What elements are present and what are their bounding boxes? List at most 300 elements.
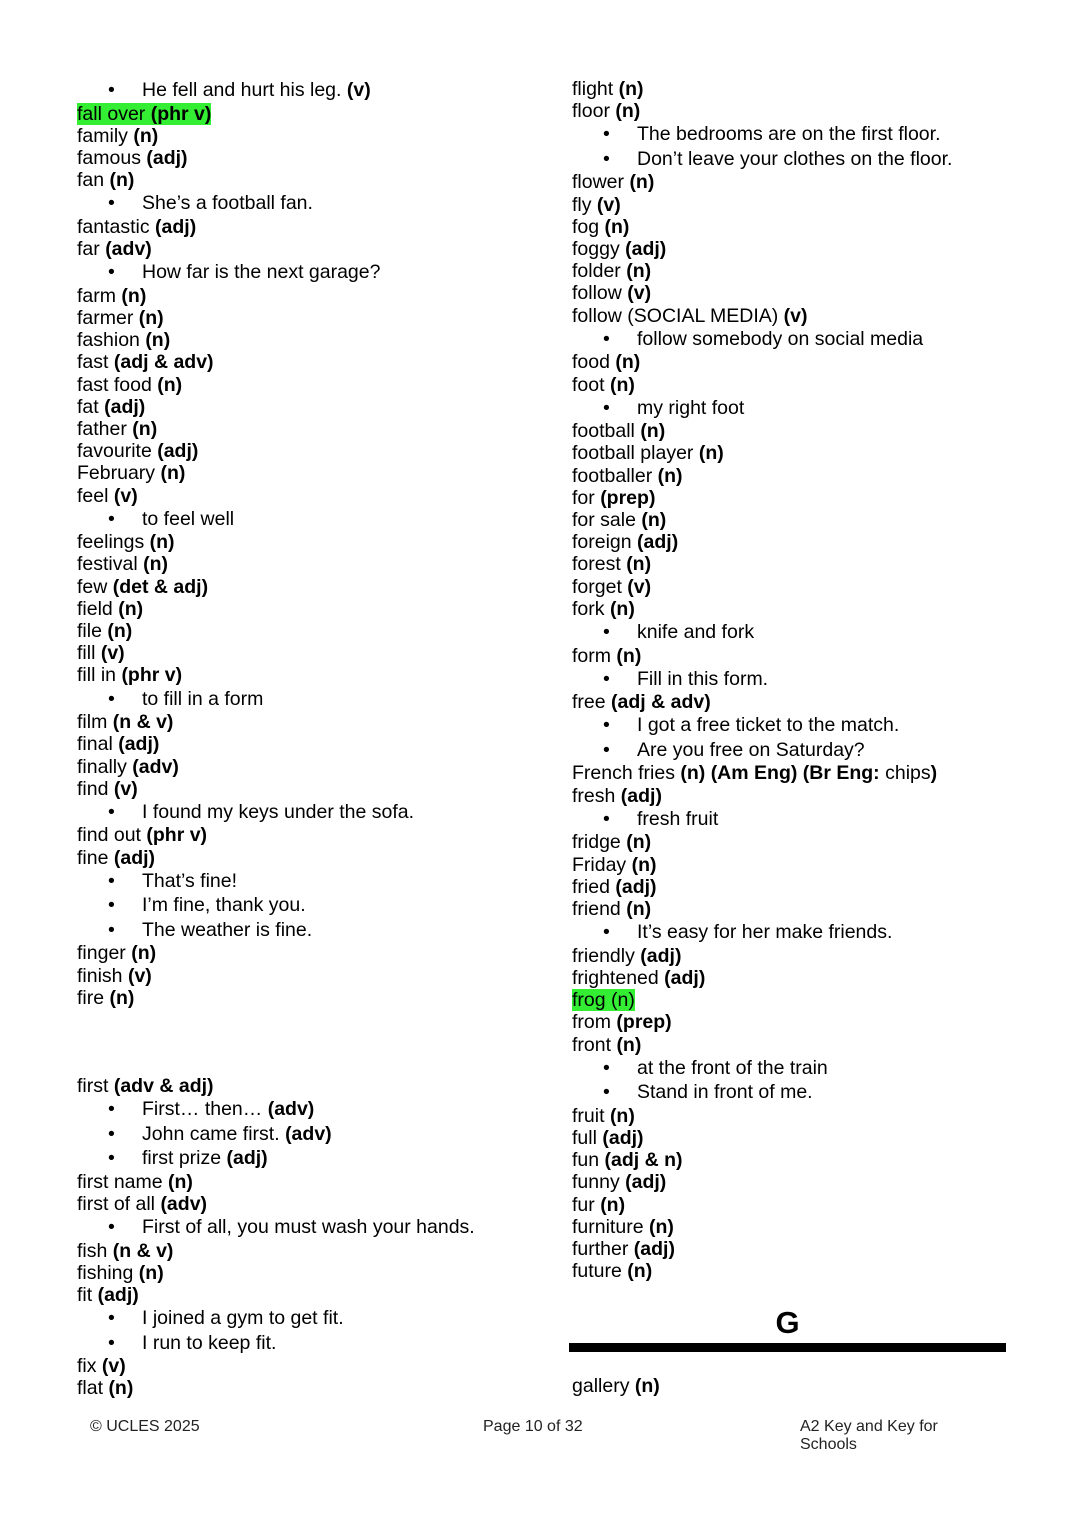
footer-exam-name: A2 Key and Key for Schools: [800, 1418, 938, 1453]
headword: friendly: [572, 944, 641, 967]
part-of-speech: (n): [609, 597, 635, 620]
word-entry: [77, 169, 547, 191]
word-entry: [77, 733, 547, 755]
headword: forget: [572, 575, 628, 598]
part-of-speech: (n): [157, 373, 183, 396]
section-letter: G: [775, 1305, 800, 1340]
part-of-speech: (n): [657, 464, 683, 487]
part-of-speech: (adj): [602, 1126, 644, 1149]
part-of-speech: (v): [113, 484, 138, 507]
part-of-speech: (n): [109, 169, 135, 192]
part-of-speech: (n): [149, 531, 175, 554]
headword: fall over: [77, 102, 151, 125]
example-text: I got a free ticket to the match.: [637, 714, 900, 737]
word-entry: [77, 440, 547, 462]
part-of-speech: (adv): [285, 1122, 332, 1145]
headword: free: [572, 691, 612, 714]
headword: field: [77, 597, 119, 620]
headword: French fries: [572, 762, 681, 785]
part-of-speech: (n): [629, 171, 655, 194]
word-entry: [572, 420, 1012, 442]
part-of-speech: (n): [138, 306, 164, 329]
part-of-speech: (n): [609, 373, 635, 396]
part-of-speech: (n): [611, 989, 635, 1012]
part-of-speech: (v): [596, 193, 621, 216]
part-of-speech: (n): [615, 100, 641, 123]
headword: friend: [572, 897, 627, 920]
word-entry: [572, 351, 1012, 373]
headword: footballer: [572, 464, 658, 487]
part-of-speech: (n): [168, 1170, 193, 1193]
example-sentence: [77, 893, 547, 918]
part-of-speech: (v): [100, 642, 125, 665]
example-text: It’s easy for her make friends.: [637, 921, 893, 944]
word-entry: [77, 711, 547, 733]
example-sentence: [77, 800, 547, 825]
part-of-speech: (n): [648, 1215, 674, 1238]
headword: find: [77, 777, 114, 800]
word-entry: [77, 238, 547, 260]
headword: folder: [572, 260, 627, 283]
part-of-speech: (prep): [616, 1011, 672, 1034]
blank-gap: [77, 1009, 547, 1075]
part-of-speech: (n): [626, 260, 652, 283]
headword: foggy: [572, 238, 626, 261]
part-of-speech: (adj & adv): [611, 691, 711, 714]
word-entry: [572, 645, 1012, 667]
word-entry: [572, 1034, 1012, 1056]
headword: form: [572, 644, 617, 667]
word-entry: [77, 576, 547, 598]
part-of-speech: (phr v): [121, 664, 183, 687]
part-of-speech: (n): [640, 420, 666, 443]
word-entry: [572, 1127, 1012, 1149]
example-sentence: [572, 620, 1012, 645]
example-text: The weather is fine.: [142, 918, 313, 941]
example-text: first prize: [142, 1147, 227, 1170]
example-text: knife and fork: [637, 621, 755, 644]
headword: few: [77, 575, 113, 598]
headword: full: [572, 1126, 603, 1149]
headword: fish: [77, 1239, 113, 1262]
headword: future: [572, 1260, 628, 1283]
word-entry: [77, 664, 547, 686]
part-of-speech: (v): [101, 1355, 126, 1378]
headword: foot: [572, 373, 610, 396]
headword: father: [77, 417, 133, 440]
word-entry: [77, 965, 547, 987]
word-entry: [572, 442, 1012, 464]
word-entry: [77, 987, 547, 1009]
part-of-speech: (n): [600, 1193, 626, 1216]
part-of-speech: (n): [626, 553, 652, 576]
word-entry: [77, 125, 547, 147]
headword: fridge: [572, 831, 627, 854]
part-of-speech: (adj): [615, 875, 657, 898]
word-entry: [77, 1262, 547, 1284]
word-entry: [77, 1171, 547, 1193]
example-text: I found my keys under the sofa.: [142, 800, 415, 823]
example-text: Stand in front of me.: [637, 1081, 813, 1104]
headword: fast food: [77, 373, 158, 396]
example-sentence: [572, 920, 1012, 945]
part-of-speech: (n): [627, 1260, 653, 1283]
headword: follow: [572, 304, 628, 327]
part-of-speech: (adv): [132, 755, 179, 778]
example-sentence: [77, 78, 547, 103]
example-sentence: [77, 1146, 547, 1171]
word-entry: [77, 216, 547, 238]
example-sentence: [77, 507, 547, 532]
example-sentence: [77, 918, 547, 943]
alt-word: chips: [885, 762, 931, 785]
headword: fur: [572, 1193, 601, 1216]
part-of-speech: (n): [138, 1261, 164, 1284]
word-entry: [572, 305, 1012, 327]
word-entry: [77, 553, 547, 575]
example-sentence: [572, 122, 1012, 147]
part-of-speech: (n): [604, 215, 630, 238]
example-sentence: [572, 1056, 1012, 1081]
word-entry: [572, 1375, 660, 1397]
headword: family: [77, 124, 134, 147]
highlight-mark: [572, 989, 635, 1011]
example-sentence: [572, 327, 1012, 352]
word-entry: [77, 1075, 547, 1097]
part-of-speech: (n & v): [112, 711, 174, 734]
part-of-speech: (n): [121, 284, 147, 307]
example-text: How far is the next garage?: [142, 261, 381, 284]
headword: fog: [572, 215, 605, 238]
example-sentence: [572, 738, 1012, 763]
part-of-speech: (adj): [637, 531, 679, 554]
word-entry: [77, 351, 547, 373]
word-entry: [572, 1011, 1012, 1033]
word-entry: [572, 1105, 1012, 1127]
headword: forest: [572, 553, 627, 576]
headword: fill in: [77, 664, 122, 687]
headword: fashion: [77, 329, 146, 352]
word-entry: [572, 194, 1012, 216]
part-of-speech: (n): [133, 124, 159, 147]
example-text: Are you free on Saturday?: [637, 738, 865, 761]
headword: from: [572, 1011, 617, 1034]
part-of-speech: (adj): [640, 944, 682, 967]
closing-paren: ): [930, 762, 938, 785]
part-of-speech: (adj): [104, 395, 146, 418]
word-entry: [77, 307, 547, 329]
example-sentence: [77, 1097, 547, 1122]
headword: foreign: [572, 531, 638, 554]
word-entry: [572, 691, 1012, 713]
example-sentence: [572, 396, 1012, 421]
example-sentence: [572, 667, 1012, 692]
part-of-speech: (n): [109, 986, 135, 1009]
part-of-speech: (phr v): [146, 824, 208, 847]
part-of-speech: (n): [634, 1375, 660, 1397]
headword: frog: [572, 989, 612, 1012]
word-entry: [572, 1149, 1012, 1171]
word-entry: [77, 620, 547, 642]
part-of-speech: (adj): [620, 784, 662, 807]
highlight-mark: [77, 103, 211, 125]
word-entry: [572, 374, 1012, 396]
word-entry: [572, 598, 1012, 620]
example-sentence: [77, 1215, 547, 1240]
example-sentence: [77, 260, 547, 285]
word-entry: [77, 642, 547, 664]
headword: fly: [572, 193, 597, 216]
part-of-speech: (n): [143, 553, 169, 576]
word-entry: [77, 374, 547, 396]
word-entry: [572, 876, 1012, 898]
headword: feel: [77, 484, 114, 507]
headword: for sale: [572, 509, 642, 532]
headword: February: [77, 462, 161, 485]
part-of-speech: (phr v): [150, 102, 212, 125]
part-of-speech: (v): [346, 79, 371, 101]
example-text: He fell and hurt his leg.: [142, 79, 347, 101]
example-sentence: [572, 147, 1012, 172]
part-of-speech: (adj): [625, 238, 667, 261]
left-column: [77, 78, 547, 1400]
word-entry: [77, 824, 547, 846]
part-of-speech: (adj): [146, 146, 188, 169]
example-text: my right foot: [637, 396, 745, 419]
headword: fork: [572, 597, 610, 620]
example-sentence: [77, 687, 547, 712]
headword: fruit: [572, 1104, 610, 1127]
headword: favourite: [77, 440, 158, 463]
word-entry: [572, 785, 1012, 807]
word-entry: [572, 762, 1012, 784]
headword: farmer: [77, 306, 139, 329]
headword: fishing: [77, 1261, 139, 1284]
word-entry: [572, 171, 1012, 193]
headword: file: [77, 620, 108, 643]
part-of-speech: (v): [627, 575, 652, 598]
example-text: I joined a gym to get fit.: [142, 1307, 344, 1330]
part-of-speech: (n & v): [112, 1239, 174, 1262]
headword: frightened: [572, 966, 665, 989]
example-sentence: [77, 1331, 547, 1356]
word-entry: [572, 465, 1012, 487]
word-entry: [77, 329, 547, 351]
part-of-speech: (n): [145, 329, 171, 352]
headword: fix: [77, 1355, 102, 1378]
example-text: She’s a football fan.: [142, 192, 313, 215]
part-of-speech: (adj): [113, 846, 156, 869]
footer-page-number: Page 10 of 32: [483, 1418, 583, 1435]
example-sentence: [572, 807, 1012, 832]
section-divider: [569, 1343, 1006, 1352]
headword: fresh: [572, 784, 621, 807]
example-text: The bedrooms are on the first floor.: [637, 123, 941, 146]
footer-copyright: © UCLES 2025: [90, 1418, 200, 1435]
part-of-speech: (n): [616, 1033, 642, 1056]
headword: feelings: [77, 531, 150, 554]
headword: fire: [77, 986, 110, 1009]
headword: farm: [77, 284, 122, 307]
word-entry: [572, 238, 1012, 260]
word-entry: [77, 418, 547, 440]
headword: fan: [77, 169, 110, 192]
part-of-speech: (v): [783, 304, 808, 327]
example-text: at the front of the train: [637, 1056, 828, 1079]
word-entry: [77, 847, 547, 869]
headword: front: [572, 1033, 617, 1056]
word-entry: [572, 831, 1012, 853]
example-text: First… then…: [142, 1098, 268, 1121]
part-of-speech: (n): [641, 509, 667, 532]
highlighted-word-entry: [77, 103, 547, 125]
headword: follow: [572, 282, 628, 305]
part-of-speech: (n): [626, 831, 652, 854]
word-entry: [572, 78, 1012, 100]
part-of-speech: (n) (Am Eng) (Br Eng:: [680, 762, 886, 785]
part-of-speech: (v): [127, 964, 152, 987]
headword: for: [572, 486, 601, 509]
headword: fantastic: [77, 215, 156, 238]
highlighted-word-entry: [572, 989, 1012, 1011]
part-of-speech: (n): [698, 442, 724, 465]
word-entry: [77, 598, 547, 620]
example-text: Fill in this form.: [637, 667, 769, 690]
headword: floor: [572, 100, 616, 123]
word-entry: [572, 260, 1012, 282]
headword: football player: [572, 442, 699, 465]
part-of-speech: (adv): [105, 238, 152, 261]
example-sentence: [77, 869, 547, 894]
word-entry: [77, 756, 547, 778]
part-of-speech: (adj): [97, 1284, 139, 1307]
word-entry: [77, 285, 547, 307]
word-entry: [572, 576, 1012, 598]
part-of-speech: (adj & n): [604, 1149, 683, 1172]
example-text: follow somebody on social media: [637, 327, 924, 350]
headword: first: [77, 1075, 114, 1097]
headword: far: [77, 238, 106, 261]
headword: flight: [572, 78, 619, 100]
part-of-speech: (n): [131, 942, 157, 965]
part-of-speech: (v): [627, 282, 652, 305]
headword: furniture: [572, 1215, 649, 1238]
word-entry: [572, 216, 1012, 238]
example-sentence: [77, 1306, 547, 1331]
word-entry: [77, 531, 547, 553]
word-entry: [77, 485, 547, 507]
example-text: First of all, you must wash your hands.: [142, 1216, 475, 1239]
part-of-speech: (n): [132, 417, 158, 440]
part-of-speech: (v): [113, 777, 138, 800]
part-of-speech: (n): [108, 1377, 134, 1400]
headword: Friday: [572, 853, 632, 876]
part-of-speech: (n): [618, 78, 644, 100]
part-of-speech: (n): [160, 462, 186, 485]
headword: flower: [572, 171, 630, 194]
part-of-speech: (n): [626, 897, 652, 920]
headword: finish: [77, 964, 128, 987]
headword: finally: [77, 755, 133, 778]
section-header-g: [569, 1305, 1006, 1352]
word-entry: [572, 1216, 1012, 1238]
part-of-speech: (n): [616, 644, 642, 667]
headword: fill: [77, 642, 101, 665]
word-entry: [77, 396, 547, 418]
headword: funny: [572, 1171, 626, 1194]
part-of-speech: (adv & adj): [113, 1075, 214, 1097]
part-of-speech: (prep): [600, 486, 656, 509]
headword: fat: [77, 395, 105, 418]
headword: flat: [77, 1377, 109, 1400]
headword: gallery: [572, 1375, 635, 1397]
part-of-speech: (adj): [633, 1237, 675, 1260]
headword: food: [572, 351, 616, 374]
word-entry: [77, 1284, 547, 1306]
headword: first of all: [77, 1192, 161, 1215]
headword: festival: [77, 553, 144, 576]
right-column: [572, 78, 1012, 1282]
word-entry: [77, 778, 547, 800]
word-entry: [572, 898, 1012, 920]
headword: fine: [77, 846, 114, 869]
part-of-speech: (adj): [625, 1171, 667, 1194]
headword: famous: [77, 146, 147, 169]
part-of-speech: (adj & adv): [113, 351, 214, 374]
word-entry: [77, 1355, 547, 1377]
word-entry: [572, 967, 1012, 989]
word-entry: [572, 1238, 1012, 1260]
word-entry: [572, 509, 1012, 531]
word-entry: [572, 531, 1012, 553]
word-entry: [77, 1193, 547, 1215]
word-entry: [77, 1240, 547, 1262]
part-of-speech: (det & adj): [112, 575, 209, 598]
part-of-speech: (n): [615, 351, 641, 374]
example-sentence: [572, 1080, 1012, 1105]
example-sentence: [77, 1122, 547, 1147]
headword: finger: [77, 942, 132, 965]
example-text: fresh fruit: [637, 807, 719, 830]
example-text: to fill in a form: [142, 687, 264, 710]
headword: fit: [77, 1284, 98, 1307]
example-text: That’s fine!: [142, 869, 238, 892]
example-sentence: [572, 713, 1012, 738]
word-entry: [572, 1260, 1012, 1282]
headword: film: [77, 711, 113, 734]
part-of-speech: (adj): [157, 440, 199, 463]
headword: football: [572, 420, 641, 443]
word-entry: [572, 1171, 1012, 1193]
headword: find out: [77, 824, 147, 847]
example-text: to feel well: [142, 507, 235, 530]
part-of-speech: (adj): [155, 215, 197, 238]
part-of-speech: (n): [107, 620, 133, 643]
word-entry: [77, 147, 547, 169]
word-entry: [77, 462, 547, 484]
headword: final: [77, 733, 119, 756]
word-entry: [572, 945, 1012, 967]
part-of-speech: (n): [609, 1104, 635, 1127]
part-of-speech: (adv): [160, 1192, 208, 1215]
part-of-speech: (n): [631, 853, 657, 876]
example-text: John came first.: [142, 1122, 286, 1145]
example-text: I’m fine, thank you.: [142, 894, 306, 917]
headword: first name: [77, 1170, 169, 1193]
headword: fast: [77, 351, 114, 374]
example-text: Don’t leave your clothes on the floor.: [637, 147, 953, 170]
headword: further: [572, 1237, 634, 1260]
